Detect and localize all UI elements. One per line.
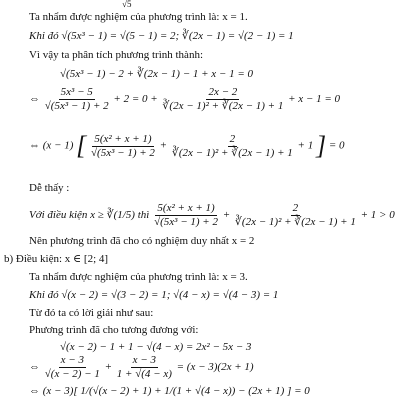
part-b-when: Khi đó √(x − 2) = √(3 − 2) = 1; √(4 − x) = √(4 − 3) = 1 <box>29 289 279 301</box>
b-eq2-f2-num: x − 3 <box>132 354 156 366</box>
eq3-plus: + <box>159 139 168 152</box>
part-a-factor-intro: Vì vậy ta phân tích phương trình thành: <box>29 49 203 61</box>
right-bracket: ] <box>315 131 327 160</box>
part-b-eq1: √(x − 2) − 1 + 1 − √(4 − x) = 2x² − 5x − 3 <box>60 341 252 353</box>
b-eq2-fraction-2 <box>117 355 172 380</box>
b-eq2-fraction-1 <box>45 355 100 380</box>
eq2-f2-num: 2x − 2 <box>208 86 238 98</box>
part-a-eq2 <box>29 87 340 112</box>
eq2-f1-num: 5x³ − 5 <box>60 86 93 98</box>
b-eq2-tail: = (x − 3)(2x + 1) <box>176 361 254 374</box>
eq3-f2-den: ∛(2x − 1)² + ∛(2x − 1) + 1 <box>171 146 293 159</box>
cond-fraction-2 <box>235 203 356 228</box>
eq2-plus: + 2 = 0 + <box>113 93 158 106</box>
eq3-f1-num: 5(x² + x + 1) <box>94 132 152 145</box>
b-eq2-f2-den: 1 + √(4 − x) <box>116 368 172 380</box>
cond-f1-den: √(5x³ − 1) + 2 <box>154 216 218 228</box>
cond-f1-num: 5(x² + x + 1) <box>157 202 215 214</box>
part-a-when: Khi đó √(5x³ − 1) = √(5 − 1) = 2; ∛(2x − 1) = √(2 − 1) = 1 <box>29 30 294 42</box>
top-fragment: √5 <box>122 0 132 9</box>
eq2-tail: + x − 1 = 0 <box>288 93 341 106</box>
eq3-tail: + 1 <box>297 139 314 152</box>
b-eq2-prefix: ⇔ <box>29 361 40 374</box>
cond-f2-den: ∛(2x − 1)² + ∛(2x − 1) + 1 <box>234 216 356 228</box>
eq2-prefix: ⇔ <box>29 93 40 106</box>
part-a-de-thay: Dễ thấy : <box>29 182 70 194</box>
part-b-eq2 <box>29 355 254 380</box>
cond-f2-num: 2 <box>292 202 299 214</box>
eq2-fraction-1 <box>45 87 109 112</box>
part-b-header: b) Điều kiện: x ∈ [2; 4] <box>4 253 109 265</box>
part-a-eq3 <box>29 133 345 159</box>
eq2-f2-den: ∛(2x − 1)² + ∛(2x − 1) + 1 <box>162 100 284 112</box>
eq3-fraction-2 <box>172 134 293 159</box>
part-a-guess: Ta nhẩm được nghiệm của phương trình là: x = 1. <box>29 11 248 23</box>
eq3-end: = 0 <box>328 139 345 152</box>
eq3-fraction-1 <box>91 134 155 159</box>
part-b-solution-intro: Từ đó ta có lời giải như sau: <box>29 307 154 319</box>
eq3-f1-den: √(5x³ − 1) + 2 <box>91 146 155 159</box>
b-eq2-plus: + <box>104 361 113 374</box>
part-b-guess: Ta nhẩm được nghiệm của phương trình là: x = 3. <box>29 271 248 283</box>
cond-tail: + 1 > 0 <box>360 209 395 222</box>
cond-lead: Với điều kiện x ≥ ∛(1/5) thì <box>29 209 150 222</box>
part-a-conclusion: Nên phương trình đã cho có nghiệm duy nhất x = 2 <box>29 235 255 247</box>
part-b-eq3: ⇔ (x − 3)[ 1/(√(x − 2) + 1) + 1/(1 + √(4 − x)) − (2x + 1) ] = 0 <box>29 385 310 397</box>
part-b-equiv-intro: Phương trình đã cho tương đương với: <box>29 324 199 336</box>
cond-fraction-1 <box>154 203 218 228</box>
eq2-fraction-2 <box>162 87 283 112</box>
part-a-condition <box>29 203 395 228</box>
b-eq2-f1-num: x − 3 <box>60 354 84 366</box>
cond-plus: + <box>222 209 231 222</box>
part-a-eq1: √(5x³ − 1) − 2 + ∛(2x − 1) − 1 + x − 1 = 0 <box>60 68 254 80</box>
b-eq2-f1-den: √(x − 2) − 1 <box>44 368 100 380</box>
left-bracket: [ <box>76 131 87 160</box>
eq2-f1-den: √(5x³ − 1) + 2 <box>44 100 109 112</box>
eq3-f2-num: 2 <box>229 132 236 145</box>
eq3-prefix: ⇔ (x − 1) <box>29 139 74 152</box>
